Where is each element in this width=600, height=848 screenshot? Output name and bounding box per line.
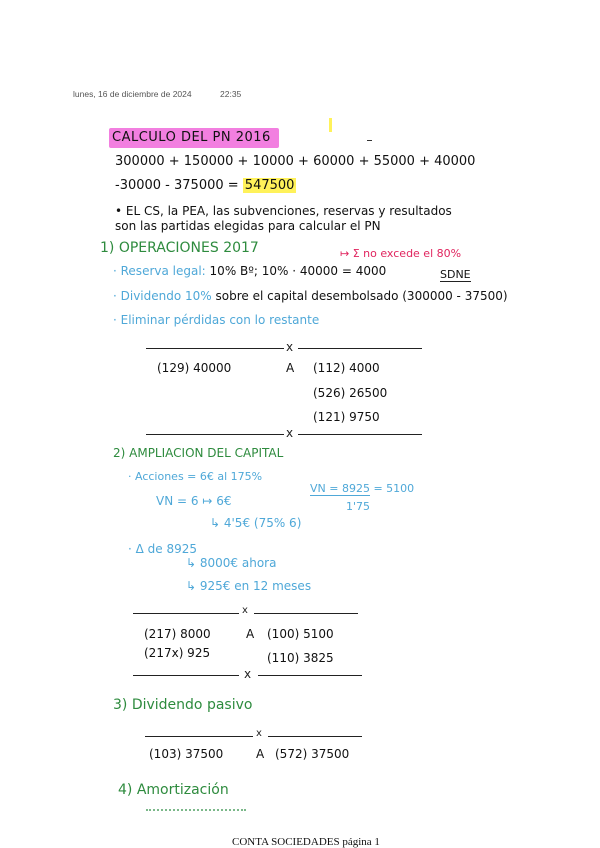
- vn-calc-res: = 5100: [373, 482, 415, 495]
- entry-2-bottom-line-left: [133, 675, 239, 676]
- entry-2-top-line-left: [133, 613, 239, 614]
- premium-line: ↳ 4'5€ (75% 6): [210, 516, 302, 530]
- section-1-item-1: [113, 264, 386, 278]
- entry-1-top-x: x: [286, 340, 294, 354]
- vn-line: VN = 6 ↦ 6€: [156, 494, 232, 508]
- yellow-mark: [329, 118, 332, 132]
- entry-1-credit-1: (112) 4000: [313, 361, 380, 375]
- cut-off-scribble: [146, 809, 246, 813]
- sdne-label: SDNE: [440, 268, 471, 281]
- entry-1-debit-1: (129) 40000: [157, 361, 232, 375]
- note-time: 22:35: [220, 89, 242, 99]
- entry-2-debit-2: (217x) 925: [144, 646, 211, 660]
- entry-1-top-line-right: [298, 348, 422, 349]
- entry-1-bottom-line-right: [298, 434, 422, 435]
- section-1-item-3: · Eliminar pérdidas con lo restante: [113, 313, 320, 327]
- entry-2-top-line-right: [254, 613, 358, 614]
- section-1-title: 1) OPERACIONES 2017: [100, 240, 259, 256]
- entry-1-arrow: A: [286, 361, 295, 375]
- vn-calc-den: 1'75: [346, 500, 371, 513]
- entry-2-top-x: x: [242, 605, 248, 616]
- reserva-label: · Reserva legal:: [113, 264, 206, 278]
- section-2-item-2: · Δ de 8925: [128, 542, 198, 556]
- entry-1-credit-2: (526) 26500: [313, 386, 388, 400]
- entry-3-top-line-left: [145, 736, 253, 737]
- section-2-title: 2) AMPLIACION DEL CAPITAL: [113, 446, 284, 460]
- calc-result: 547500: [244, 178, 295, 193]
- section-2-item-1: · Acciones = 6€ al 175%: [128, 470, 263, 483]
- entry-1-credit-3: (121) 9750: [313, 410, 380, 424]
- entry-3-credit-1: (572) 37500: [275, 747, 350, 761]
- note-date: lunes, 16 de diciembre de 2024: [73, 89, 192, 99]
- entry-3-debit-1: (103) 37500: [149, 747, 224, 761]
- section-2-sub-1: ↳ 8000€ ahora: [186, 556, 277, 570]
- entry-2-arrow: A: [246, 627, 255, 641]
- entry-2-bottom-x: x: [244, 667, 252, 681]
- entry-1-bottom-line-left: [146, 434, 284, 435]
- vn-calc-num: VN = 8925: [310, 482, 370, 495]
- dash-mark: [367, 140, 372, 141]
- entry-2-credit-2: (110) 3825: [267, 651, 334, 665]
- entry-2-credit-1: (100) 5100: [267, 627, 334, 641]
- vn-calc: [310, 482, 414, 495]
- reserva-calc: 10% Bº; 10% · 40000 = 4000: [209, 264, 387, 278]
- section-1-item-2: [113, 289, 508, 303]
- entry-3-arrow: A: [256, 747, 265, 761]
- page-title: CALCULO DEL PN 2016: [112, 130, 271, 145]
- section-4-title: 4) Amortización: [118, 782, 229, 798]
- section-1-annotation: ↦ Σ no excede el 80%: [340, 247, 462, 260]
- calc-line-2: [115, 178, 296, 193]
- section-3-title: 3) Dividendo pasivo: [113, 697, 253, 713]
- calc-line-2-prefix: -30000 - 375000 =: [115, 178, 243, 193]
- entry-2-bottom-line-right: [258, 675, 362, 676]
- entry-2-debit-1: (217) 8000: [144, 627, 211, 641]
- dividendo-detail: sobre el capital desembolsado (300000 - 37500): [215, 289, 508, 303]
- entry-1-bottom-x: x: [286, 426, 294, 440]
- page-footer: CONTA SOCIEDADES página 1: [232, 836, 380, 848]
- entry-3-top-x: x: [256, 728, 262, 739]
- section-2-sub-2: ↳ 925€ en 12 meses: [186, 579, 312, 593]
- entry-3-top-line-right: [268, 736, 362, 737]
- note-line-1: • EL CS, la PEA, las subvenciones, reservas y resultados: [115, 204, 452, 218]
- entry-1-top-line-left: [146, 348, 284, 349]
- note-line-2: son las partidas elegidas para calcular el PN: [115, 219, 381, 233]
- dividendo-label: · Dividendo 10%: [113, 289, 212, 303]
- calc-line-1: 300000 + 150000 + 10000 + 60000 + 55000 + 40000: [115, 154, 476, 169]
